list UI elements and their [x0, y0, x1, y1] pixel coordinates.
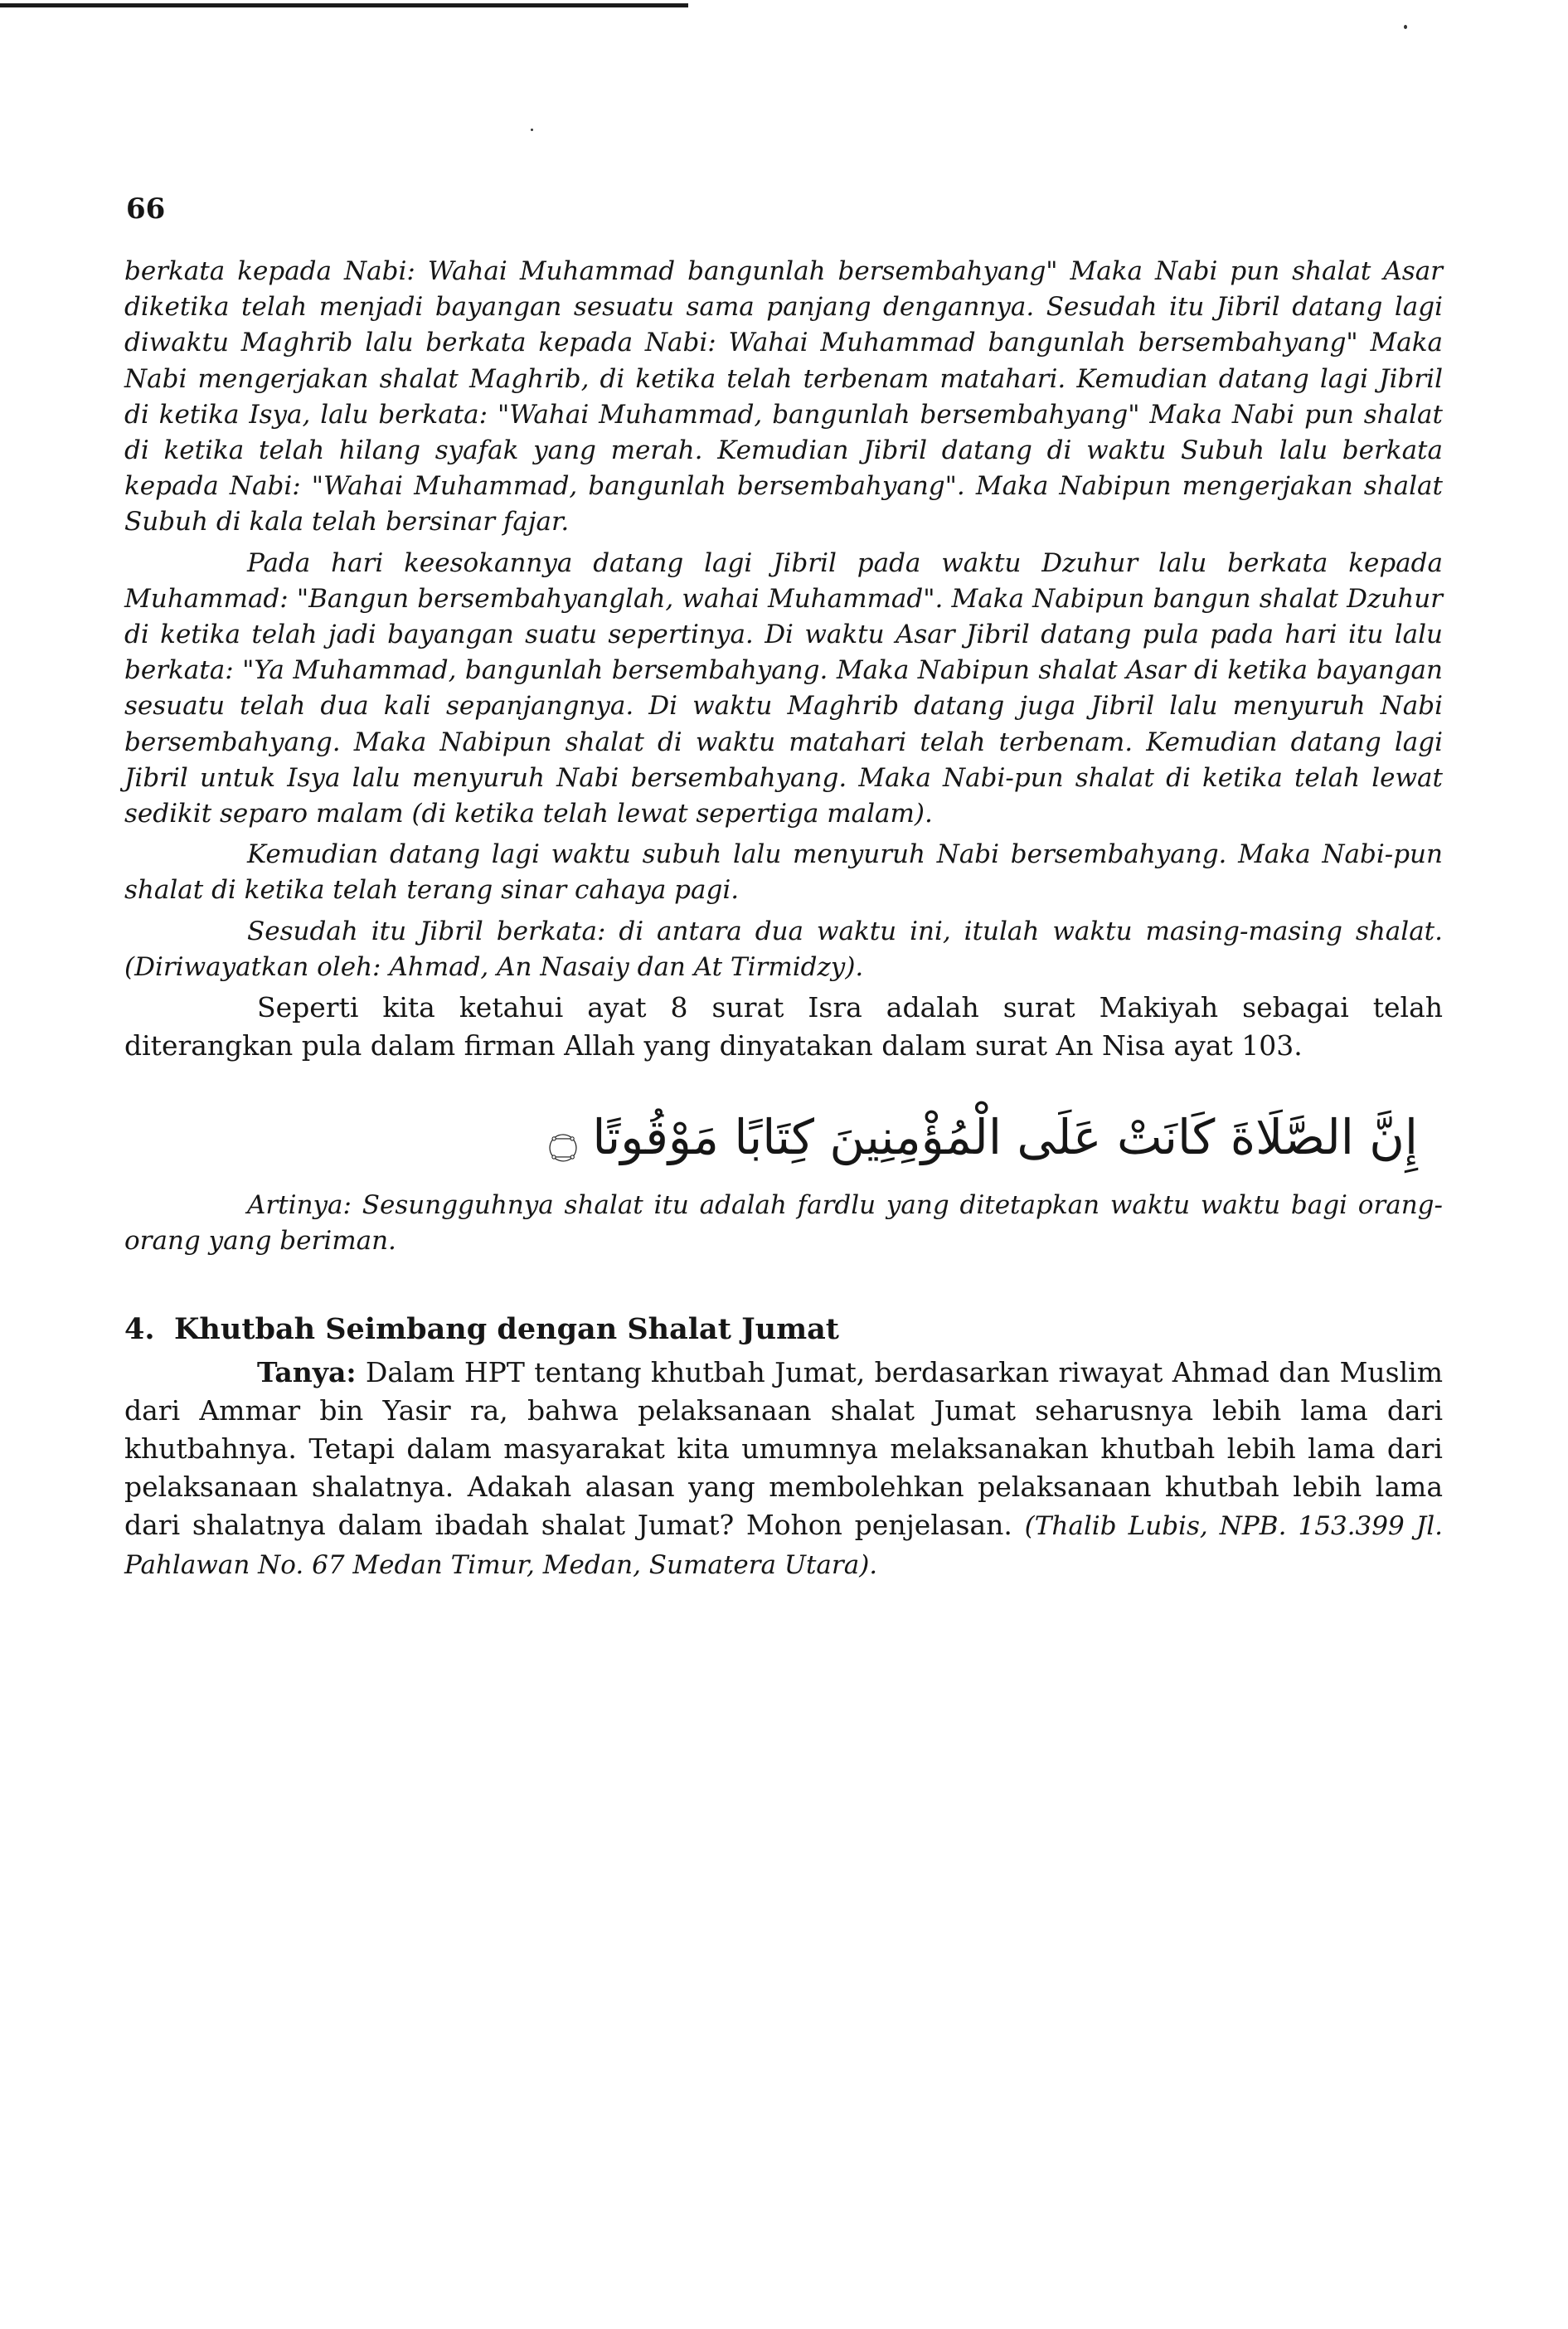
- verse-translation: Artinya: Sesungguhnya shalat itu adalah fardlu yang ditetapkan waktu waktu bagi orang-orang yang beriman.: [124, 1190, 1443, 1257]
- scan-speck: [531, 129, 533, 131]
- arabic-verse: إِنَّ الصَّلَاةَ كَانَتْ عَلَى الْمُؤْمِنِينَ كِتَابًا مَوْقُوتًا ۝: [549, 1109, 1418, 1166]
- question-paragraph: [124, 1354, 1443, 1584]
- scan-speck: [1404, 25, 1407, 29]
- page-number: 66: [126, 192, 166, 226]
- hadith-paragraph-4: Sesudah itu Jibril berkata: di antara dua waktu ini, itulah waktu masing-masing shalat. (Diriwayatkan oleh: Ahmad, An Nasaiy dan At Tirmidzy).: [124, 916, 1443, 982]
- question-text: Dalam HPT tentang khutbah Jumat, berdasarkan riwayat Ahmad dan Muslim dari Ammar bin Yasir ra, bahwa pelaksanaan shalat Jumat seharusnya lebih lama dari khutbahnya. Tetapi dalam masyarakat kita umumnya melaksanakan khutbah lebih lama dari pelaksanaan shalatnya. Adakah alasan yang membolehkan pelaksanaan khutbah lebih lama dari shalatnya dalam ibadah shalat Jumat? Mohon penjelasan.: [124, 1356, 1443, 1542]
- section-heading: [124, 1309, 1443, 1350]
- section-number: 4.: [124, 1312, 155, 1347]
- question-signature: (Thalib Lubis, NPB. 153.399 Jl. Pahlawan No. 67 Medan Timur, Medan, Sumatera Utara).: [124, 1511, 1443, 1581]
- top-rule: [0, 3, 688, 7]
- hadith-paragraph-1: berkata kepada Nabi: Wahai Muhammad bangunlah bersembahyang" Maka Nabi pun shalat Asar diketika telah menjadi bayangan sesuatu sama panjang dengannya. Sesudah itu Jibril datang lagi diwaktu Maghrib lalu berkata kepada Nabi: Wahai Muhammad bangunlah bersembahyang" Maka Nabi mengerjakan shalat Maghrib, di ketika telah terbenam matahari. Kemudian datang lagi Jibril di ketika Isya, lalu berkata: "Wahai Muhammad, bangunlah bersembahyang" Maka Nabi pun shalat di ketika telah hilang syafak yang merah. Kemudian Jibril datang di waktu Subuh lalu berkata kepada Nabi: "Wahai Muhammad, bangunlah bersembahyang". Maka Nabipun mengerjakan shalat Subuh di kala telah bersinar fajar.: [124, 256, 1443, 537]
- hadith-paragraph-2: Pada hari keesokannya datang lagi Jibril pada waktu Dzuhur lalu berkata kepada Muhammad: "Bangun bersembahyanglah, wahai Muhammad". Maka Nabipun bangun shalat Dzuhur di ketika telah jadi bayangan suatu sepertinya. Di waktu Asar Jibril datang pula pada hari itu lalu berkata: "Ya Muhammad, bangunlah bersembahyang. Maka Nabipun shalat Asar di ketika bayangan sesuatu telah dua kali sepanjangnya. Di waktu Maghrib datang juga Jibril lalu menyuruh Nabi bersembahyang. Maka Nabipun shalat di waktu matahari telah terbenam. Kemudian datang lagi Jibril untuk Isya lalu menyuruh Nabi bersembahyang. Maka Nabi-pun shalat di ketika telah lewat sedikit separo malam (di ketika telah lewat sepertiga malam).: [124, 547, 1443, 829]
- question-label: Tanya:: [257, 1356, 357, 1389]
- body-paragraph: Seperti kita ketahui ayat 8 surat Isra adalah surat Makiyah sebagai telah diterangkan pula dalam firman Allah yang dinyatakan dalam surat An Nisa ayat 103.: [124, 991, 1443, 1062]
- page-content: [124, 254, 1443, 1584]
- section-title: Khutbah Seimbang dengan Shalat Jumat: [174, 1312, 839, 1347]
- hadith-paragraph-3: Kemudian datang lagi waktu subuh lalu menyuruh Nabi bersembahyang. Maka Nabi-pun shalat di ketika telah terang sinar cahaya pagi.: [124, 839, 1443, 906]
